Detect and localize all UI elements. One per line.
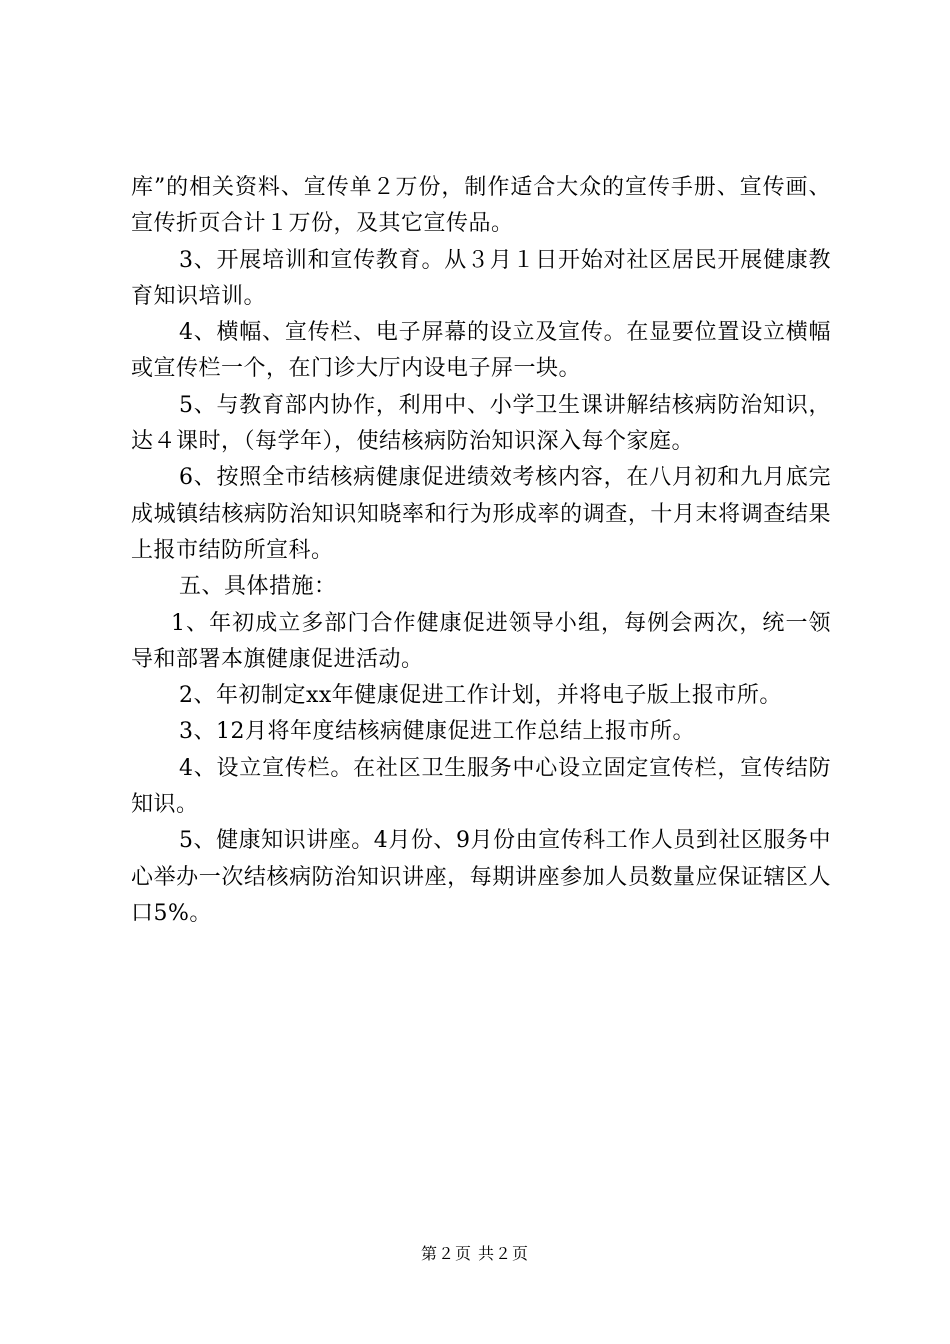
paragraph-item-5: 5、与教育部内协作，利用中、小学卫生课讲解结核病防治知识，达４课时，（每学年），使结核病防治知识深入每个家庭。 <box>131 392 831 455</box>
section-heading-measures: 五、具体措施： <box>179 574 337 600</box>
paragraph-item-4: 4、横幅、宣传栏、电子屏幕的设立及宣传。在显要位置设立横幅或宣传栏一个，在门诊大厅内设电子屏一块。 <box>131 320 831 382</box>
paragraph-continuation: 库”的相关资料、宣传单２万份，制作适合大众的宣传手册、宣传画、宣传折页合计１万份，及其它宣传品。 <box>131 175 831 237</box>
measure-item-2: 2、年初制定xx年健康促进工作计划，并将电子版上报市所。 <box>179 683 782 709</box>
measure-item-5: 5、健康知识讲座。4月份、9月份由宣传科工作人员到社区服务中心举办一次结核病防治知识讲座，每期讲座参加人员数量应保证辖区人口5%。 <box>131 828 831 926</box>
measure-item-3: 3、12月将年度结核病健康促进工作总结上报市所。 <box>179 719 695 745</box>
document-body <box>131 170 831 932</box>
paragraph-item-3: 3、开展培训和宣传教育。从３月１日开始对社区居民开展健康教育知识培训。 <box>131 247 831 309</box>
measure-item-1: 1、年初成立多部门合作健康促进领导小组，每例会两次，统一领导和部署本旗健康促进活动。 <box>131 610 831 672</box>
paragraph-item-6: 6、按照全市结核病健康促进绩效考核内容，在八月初和九月底完成城镇结核病防治知识知晓率和行为形成率的调查，十月末将调查结果上报市结防所宣科。 <box>131 465 831 563</box>
page-footer: 第２页 共２页 <box>420 1244 530 1263</box>
measure-item-4: 4、设立宣传栏。在社区卫生服务中心设立固定宣传栏，宣传结防知识。 <box>131 755 831 818</box>
